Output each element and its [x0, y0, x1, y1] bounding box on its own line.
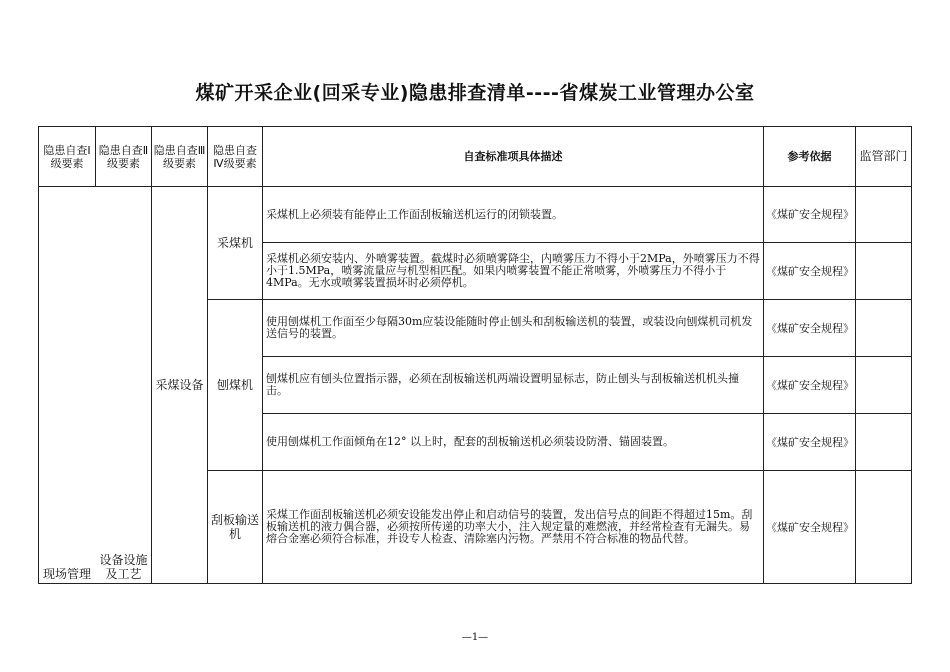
- reference-cell: 《煤矿安全规程》: [764, 243, 856, 300]
- page-title: 煤矿开采企业(回采专业)隐患排查清单----省煤炭工业管理办公室: [195, 82, 755, 104]
- header-description: 自查标准项具体描述: [263, 127, 764, 187]
- department-cell: [856, 414, 912, 471]
- header-reference: 参考依据: [764, 127, 856, 187]
- header-level2: 隐患自查Ⅱ级要素: [96, 127, 152, 187]
- description-cell: 刨煤机应有刨头位置指示器，必须在刮板输送机两端设置明显标志，防止刨头与刮板输送机机头撞击。: [263, 357, 764, 414]
- header-level3: 隐患自查Ⅲ级要素: [152, 127, 208, 187]
- header-level1: 隐患自查Ⅰ级要素: [39, 127, 96, 187]
- level1-cell: 现场管理: [39, 187, 96, 584]
- reference-cell: 《煤矿安全规程》: [764, 187, 856, 243]
- level3-cell: 采煤设备: [152, 187, 208, 584]
- department-cell: [856, 471, 912, 584]
- reference-cell: 《煤矿安全规程》: [764, 414, 856, 471]
- hazard-checklist-table: [38, 126, 912, 584]
- table-row: [39, 187, 912, 243]
- department-cell: [856, 357, 912, 414]
- level4-planer: 刨煤机: [208, 300, 263, 471]
- page-number: —1—: [461, 632, 489, 643]
- description-cell: 使用刨煤机工作面至少每隔30m应装设能随时停止刨头和刮板输送机的装置，或装设向刨煤机司机发送信号的装置。: [263, 300, 764, 357]
- department-cell: [856, 187, 912, 243]
- description-cell: 采煤机上必须装有能停止工作面刮板输送机运行的闭锁装置。: [263, 187, 764, 243]
- department-cell: [856, 243, 912, 300]
- reference-cell: 《煤矿安全规程》: [764, 471, 856, 584]
- description-cell: 采煤机必须安装内、外喷雾装置。截煤时必须喷雾降尘，内喷雾压力不得小于2MPa，外喷雾压力不得小于1.5MPa，喷雾流量应与机型相匹配。如果内喷雾装置不能正常喷雾，外喷雾压力不得小于4MPa。无水或喷雾装置损坏时必须停机。: [263, 243, 764, 300]
- header-department: 监管部门: [856, 127, 912, 187]
- reference-cell: 《煤矿安全规程》: [764, 300, 856, 357]
- header-level4: 隐患自查Ⅳ级要素: [208, 127, 263, 187]
- description-cell: 采煤工作面刮板输送机必须安设能发出停止和启动信号的装置，发出信号点的间距不得超过15m。刮板输送机的液力偶合器，必须按所传递的功率大小，注入规定量的难燃液，并经常检查有无漏失。易熔合金塞必须符合标准，并设专人检查、清除塞内污物。严禁用不符合标准的物品代替。: [263, 471, 764, 584]
- level2-cell: 设备设施及工艺: [96, 187, 152, 584]
- department-cell: [856, 300, 912, 357]
- level4-shearer: 采煤机: [208, 187, 263, 300]
- description-cell: 使用刨煤机工作面倾角在12° 以上时，配套的刮板输送机必须装设防滑、锚固装置。: [263, 414, 764, 471]
- header-row: [39, 127, 912, 187]
- reference-cell: 《煤矿安全规程》: [764, 357, 856, 414]
- level4-conveyor: 刮板输送机: [208, 471, 263, 584]
